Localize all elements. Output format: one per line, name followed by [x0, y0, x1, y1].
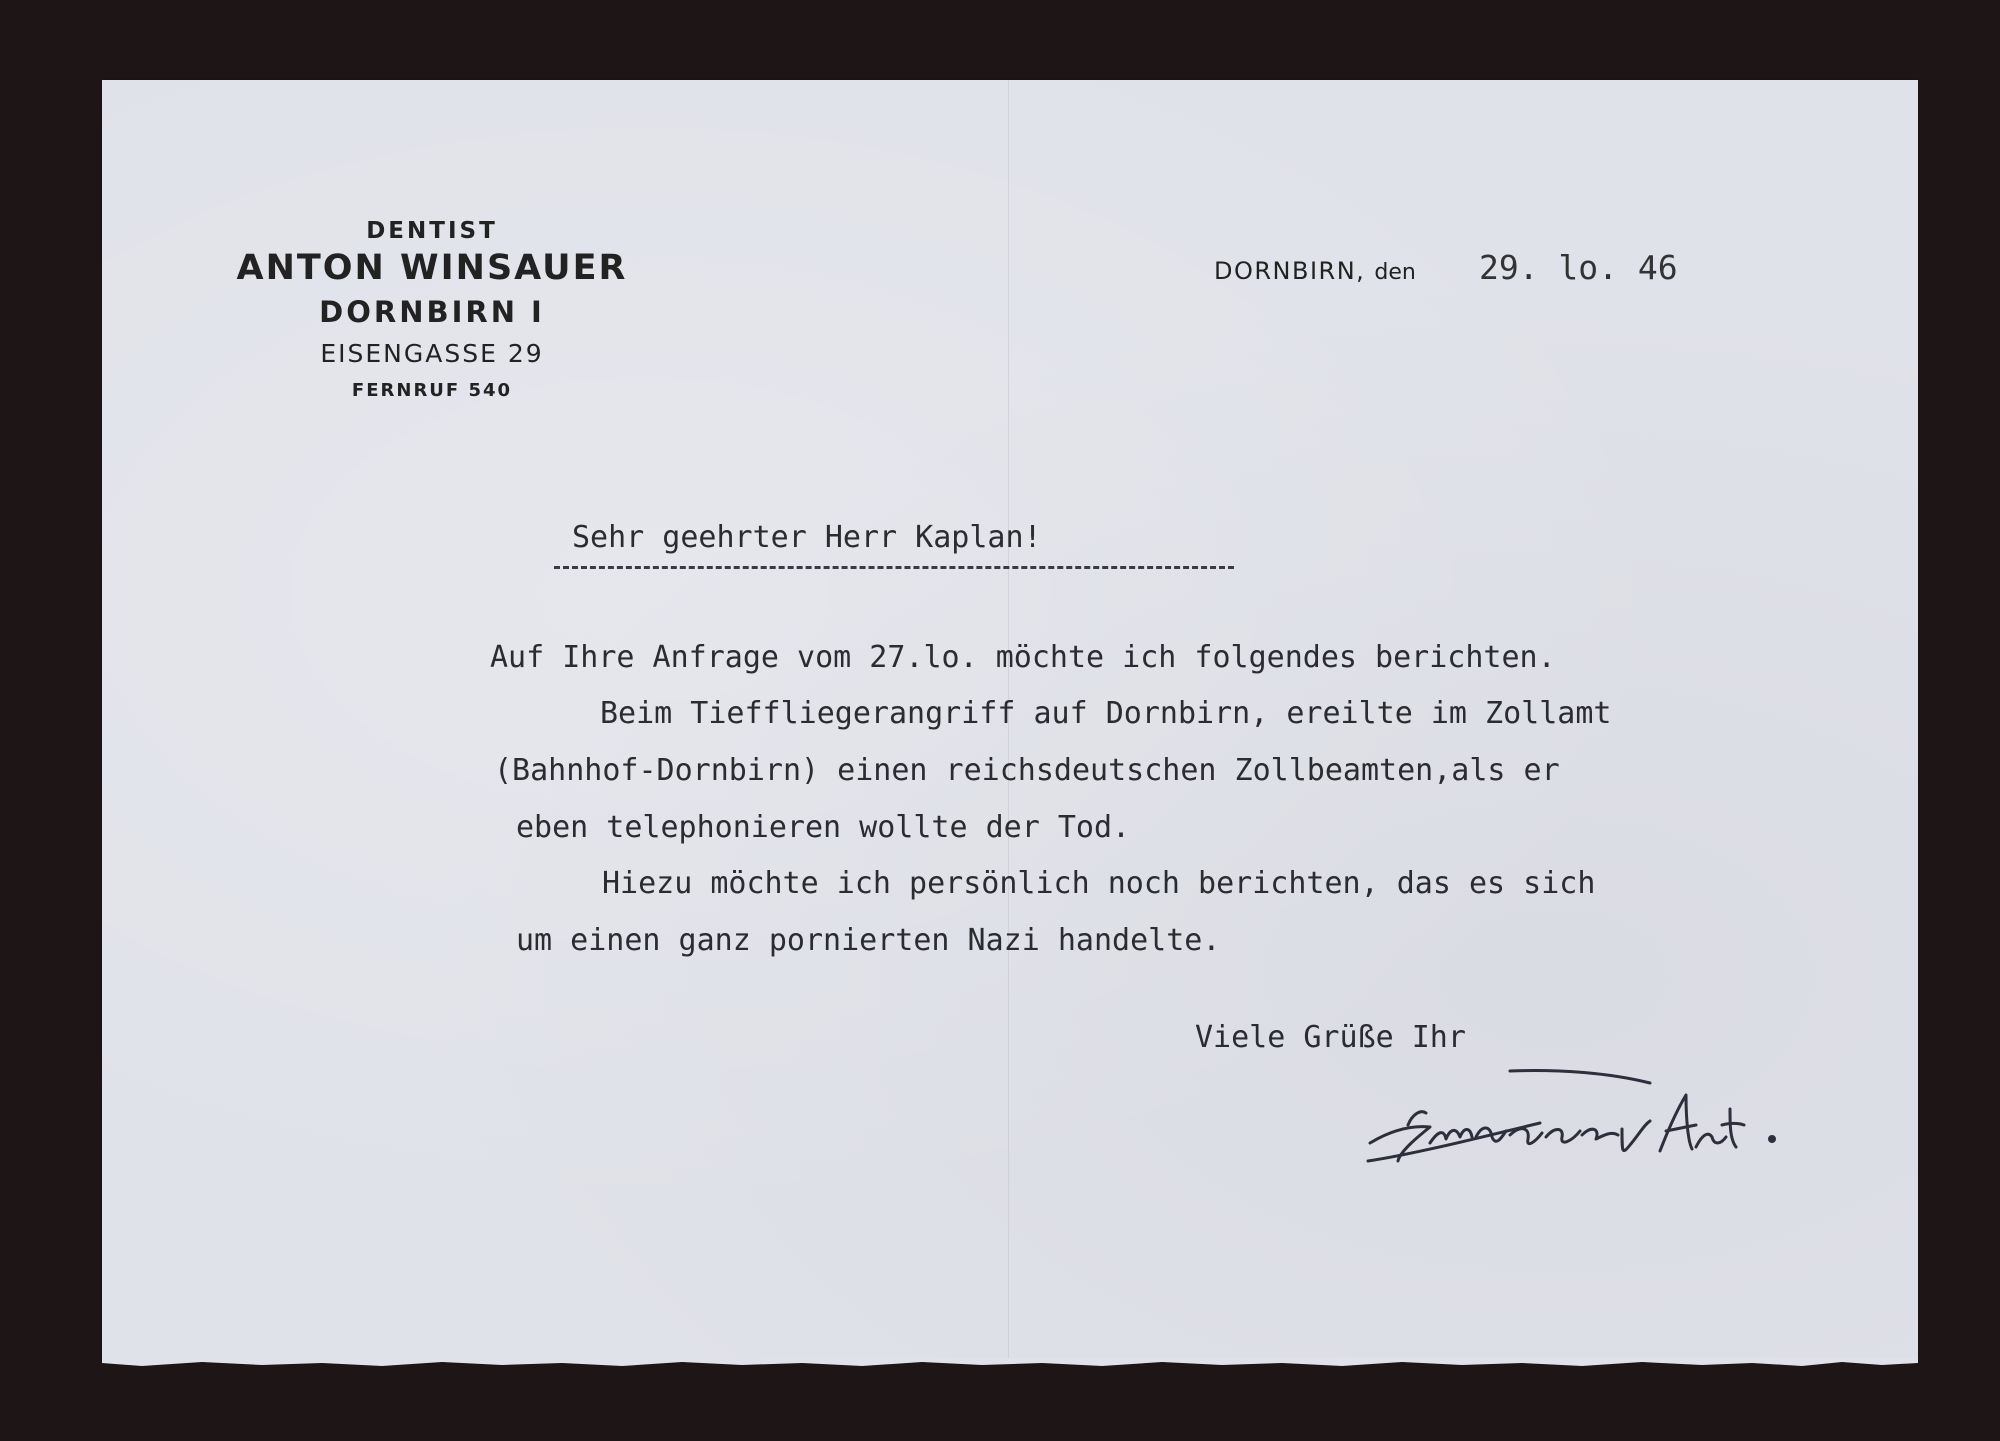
- letterhead-phone: FERNRUF 540: [351, 380, 513, 401]
- salutation: Sehr geehrter Herr Kaplan!: [572, 520, 1042, 555]
- body-line-5: Hiezu möchte ich persönlich noch berichten, das es sich: [602, 866, 1596, 901]
- salutation-underline: [554, 566, 1234, 569]
- body-line-1: Auf Ihre Anfrage vom 27.lo. möchte ich folgendes berichten.: [490, 640, 1556, 675]
- letterhead: [222, 216, 642, 408]
- dateline: [1214, 248, 1678, 287]
- letter-sheet: [102, 80, 1918, 1362]
- torn-bottom-edge: [102, 1358, 1918, 1368]
- body-line-3: (Bahnhof-Dornbirn) einen reichsdeutschen Zollbeamten,als er: [494, 753, 1560, 788]
- body-line-4: eben telephonieren wollte der Tod.: [516, 810, 1131, 845]
- handwritten-signature: [1360, 1065, 1820, 1175]
- body-line-2: Beim Tieffliegerangriff auf Dornbirn, ereilte im Zollamt: [600, 696, 1612, 731]
- dateline-date: 29. lo. 46: [1478, 248, 1678, 287]
- dateline-place: DORNBIRN,: [1214, 257, 1366, 285]
- letterhead-street: EISENGASSE 29: [320, 339, 544, 368]
- closing: Viele Grüße Ihr: [1195, 1020, 1466, 1055]
- letterhead-name: ANTON WINSAUER: [236, 248, 628, 288]
- body-line-6: um einen ganz pornierten Nazi handelte.: [516, 923, 1221, 958]
- letterhead-city: DORNBIRN I: [319, 295, 545, 329]
- dateline-den: den: [1374, 260, 1416, 285]
- letterhead-profession: DENTIST: [366, 218, 498, 244]
